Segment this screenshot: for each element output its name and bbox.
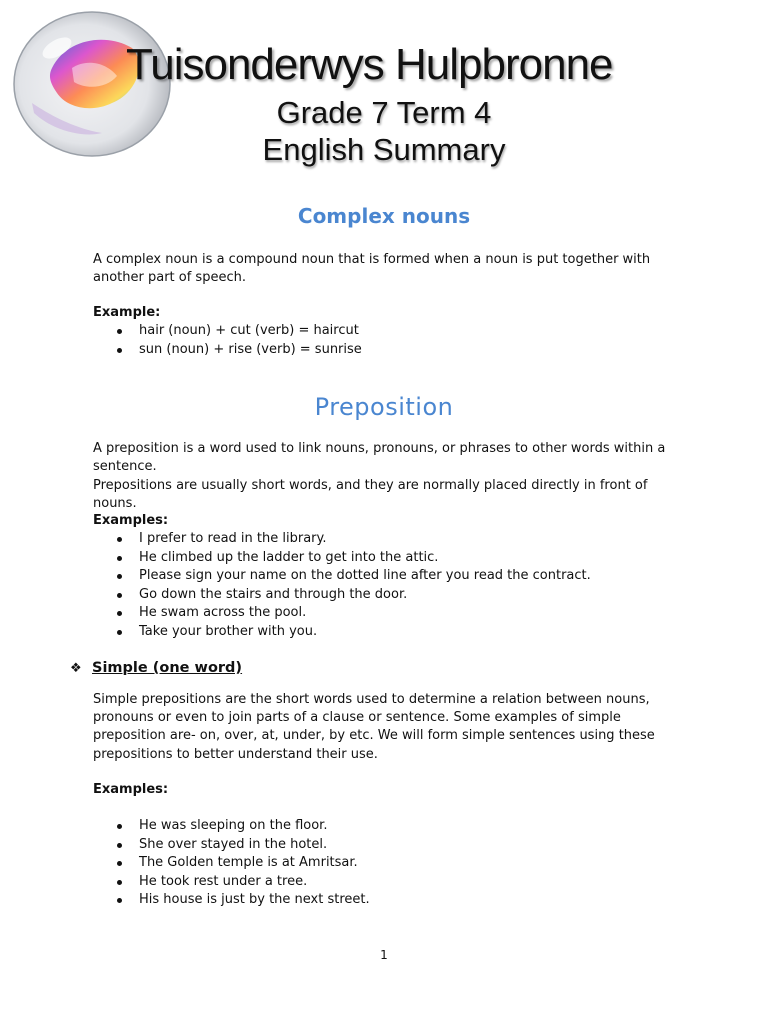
bullet-icon: [117, 824, 122, 829]
bullet-icon: [117, 556, 122, 561]
preposition-placement-note: Prepositions are usually short words, and they are normally placed directly in front of nouns.: [93, 478, 648, 512]
simple-examples-label: Examples:: [93, 782, 169, 797]
list-item: He was sleeping on the floor.: [93, 817, 370, 836]
simple-example-list: [93, 817, 370, 910]
list-item: He took rest under a tree.: [93, 873, 370, 892]
page-number: 1: [380, 948, 388, 962]
list-item: Please sign your name on the dotted line after you read the contract.: [93, 567, 591, 586]
preposition-example-list: [93, 530, 591, 642]
list-item: His house is just by the next street.: [93, 891, 370, 910]
preposition-examples-label: Examples:: [93, 513, 169, 528]
complex-nouns-definition: A complex noun is a compound noun that is formed when a noun is put together with another part of speech.: [93, 252, 651, 286]
bullet-icon: [117, 861, 122, 866]
complex-nouns-heading: Complex nouns: [297, 204, 471, 228]
preposition-heading: Preposition: [314, 393, 454, 421]
bullet-icon: [117, 898, 122, 903]
bullet-icon: [117, 611, 122, 616]
bullet-icon: [117, 348, 122, 353]
bullet-icon: [117, 880, 122, 885]
preposition-definition: A preposition is a word used to link nouns, pronouns, or phrases to other words within a sentence.: [93, 441, 666, 475]
simple-prepositions-definition: Simple prepositions are the short words used to determine a relation between nouns, pronouns or even to join parts of a clause or sentence. Some examples of simple preposition are- on, over, at, under, by etc. We will form simple sentences using these prepositions to better understand their use.: [93, 692, 655, 762]
complex-nouns-example-list: [93, 322, 362, 359]
list-item: The Golden temple is at Amritsar.: [93, 854, 370, 873]
bullet-icon: [117, 537, 122, 542]
brand-title: Tuisonderwys Hulpbronne: [126, 40, 613, 89]
list-item: Take your brother with you.: [93, 623, 591, 642]
complex-nouns-example-label: Example:: [93, 305, 161, 320]
list-item: I prefer to read in the library.: [93, 530, 591, 549]
summary-subtitle: English Summary: [262, 132, 506, 167]
bullet-icon: [117, 593, 122, 598]
bullet-icon: [117, 843, 122, 848]
bullet-icon: [117, 574, 122, 579]
bullet-icon: [117, 630, 122, 635]
diamond-bullet-icon: ❖: [70, 661, 82, 676]
grade-term-subtitle: Grade 7 Term 4: [276, 95, 492, 130]
list-item: He climbed up the ladder to get into the attic.: [93, 549, 591, 568]
list-item: He swam across the pool.: [93, 604, 591, 623]
list-item: sun (noun) + rise (verb) = sunrise: [93, 341, 362, 360]
list-item: Go down the stairs and through the door.: [93, 586, 591, 605]
simple-prepositions-heading: ❖ Simple (one word): [70, 660, 243, 676]
list-item: hair (noun) + cut (verb) = haircut: [93, 322, 362, 341]
bullet-icon: [117, 329, 122, 334]
list-item: She over stayed in the hotel.: [93, 836, 370, 855]
